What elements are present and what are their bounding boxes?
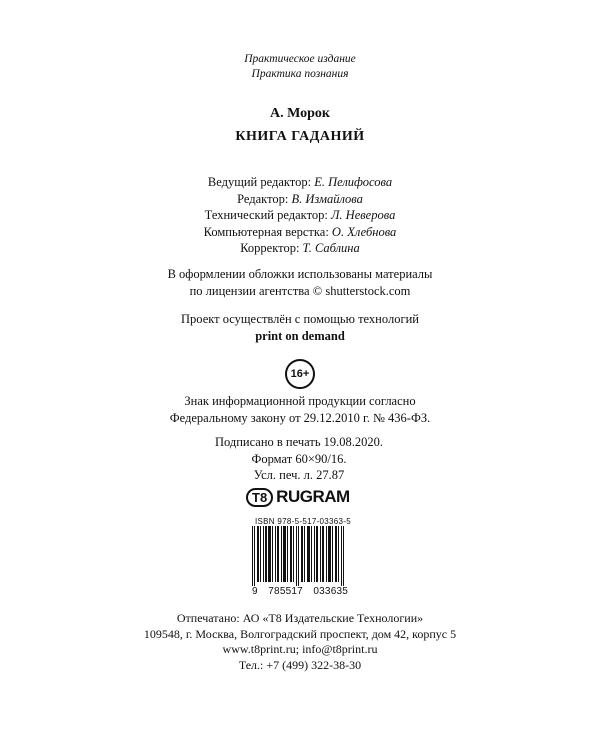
- cover-note-line-1: В оформлении обложки использованы материалы: [167, 267, 433, 281]
- credit-role: Компьютерная верстка:: [203, 224, 329, 239]
- project-line-1: Проект осуществлён с помощью технологий: [181, 312, 419, 326]
- credit-row: [0, 240, 600, 257]
- age-rating-badge: 16+: [285, 359, 315, 389]
- project-note: [0, 311, 600, 344]
- barcode-digits-left: 785517: [268, 586, 303, 597]
- credit-person: В. Измайлова: [291, 191, 363, 206]
- printer-address: 109548, г. Москва, Волгоградский проспект, дом 42, корпус 5: [143, 626, 457, 641]
- credit-role: Ведущий редактор:: [207, 175, 312, 189]
- barcode-digits-right: 033635: [313, 586, 348, 597]
- credit-row: [0, 207, 600, 224]
- credits-block: [0, 174, 600, 257]
- credit-row: [0, 191, 600, 208]
- law-note-line-1: Знак информационной продукции согласно: [184, 394, 416, 408]
- printer-info: [0, 611, 600, 673]
- credit-person: Т. Саблина: [302, 241, 360, 255]
- project-line-2: print on demand: [255, 328, 345, 343]
- publisher-logo-name: RUGRAM: [276, 487, 350, 506]
- author-name: А. Морок: [270, 106, 330, 121]
- cover-note-line-2: по лицензии агентства © shutterstock.com: [189, 283, 411, 298]
- print-sheets: Усл. печ. л. 27.87: [253, 468, 345, 482]
- credit-role: Редактор:: [237, 191, 289, 206]
- book-title: КНИГА ГАДАНИЙ: [235, 129, 365, 144]
- printer-phone: Тел.: +7 (499) 322-38-30: [238, 657, 362, 672]
- isbn-barcode: [252, 526, 348, 586]
- printer-web: www.t8print.ru; info@t8print.ru: [222, 642, 378, 656]
- printer-line-1: Отпечатано: АО «Т8 Издательские Технологии»: [176, 611, 424, 625]
- credit-person: Л. Неверова: [330, 208, 396, 222]
- publisher-logo-mark: T8: [246, 488, 273, 507]
- barcode-digits: [252, 586, 348, 597]
- barcode-digit-prefix: 9: [252, 586, 258, 597]
- credit-person: О. Хлебнова: [331, 224, 397, 239]
- series-line-2: Практика познания: [251, 68, 349, 80]
- credit-role: Технический редактор:: [204, 208, 328, 222]
- series-info: [0, 52, 600, 82]
- isbn-label: ISBN 978-5-517-03363-5: [255, 517, 351, 526]
- print-info: [0, 434, 599, 484]
- credit-row: [0, 174, 600, 191]
- cover-note: [0, 266, 600, 299]
- credit-role: Корректор:: [240, 241, 300, 255]
- law-note-line-2: Федеральному закону от 29.12.2010 г. № 436-ФЗ.: [169, 410, 431, 425]
- series-line-1: Практическое издание: [244, 53, 356, 65]
- print-format: Формат 60×90/16.: [251, 451, 347, 466]
- signed-date: Подписано в печать 19.08.2020.: [214, 435, 384, 449]
- law-note: [0, 393, 600, 426]
- credit-row: [0, 224, 600, 241]
- publisher-logo: [246, 487, 350, 507]
- credit-person: Е. Пелифосова: [314, 175, 393, 189]
